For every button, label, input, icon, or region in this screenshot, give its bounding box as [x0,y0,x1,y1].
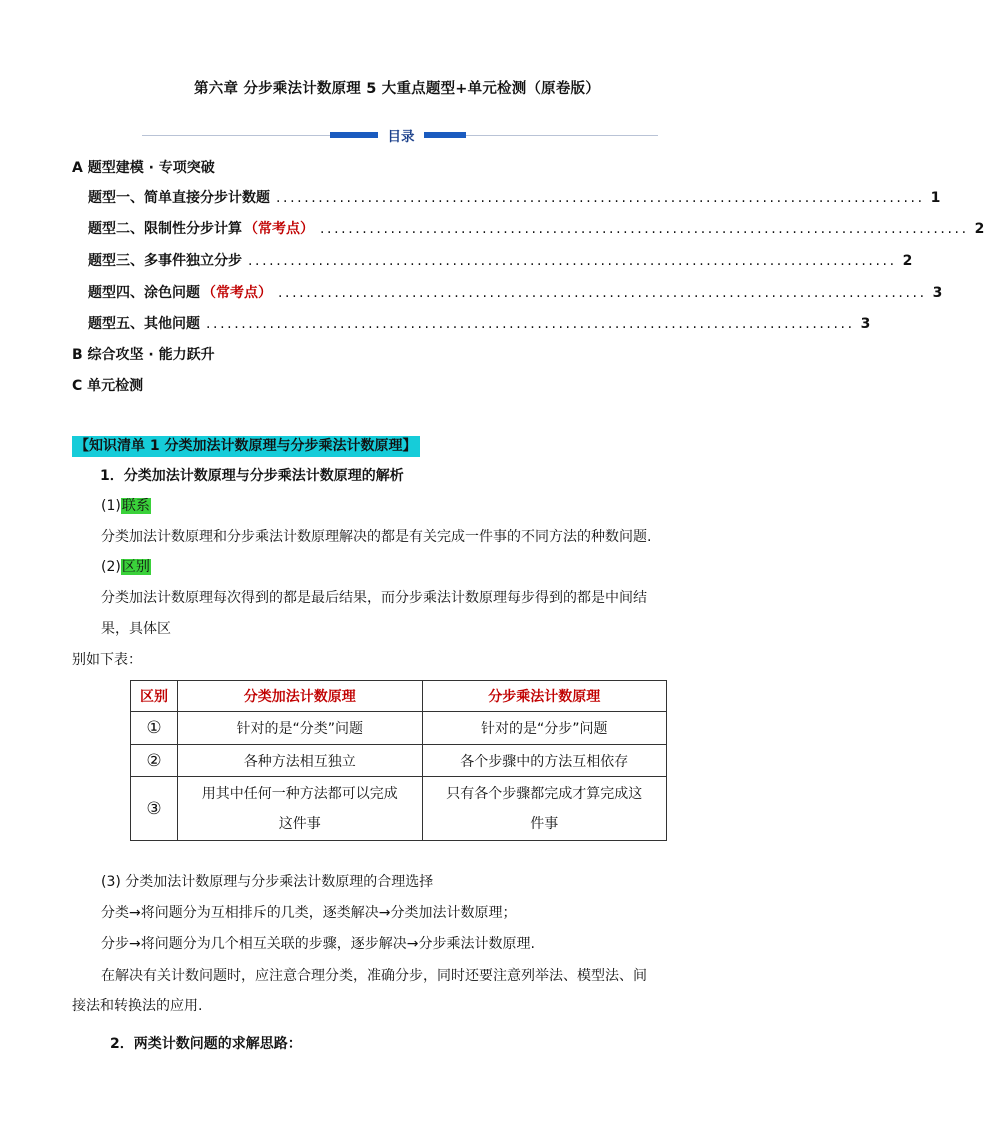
table-header-cell: 分步乘法计数原理 [422,681,667,712]
toc-item-3[interactable] [88,250,913,272]
paragraph-4-line-1: 在解决有关计数问题时，应注意合理分类，准确分步，同时还要注意列举法、模型法、间 [101,968,647,984]
highlight-label-qubie: 区别 [121,559,150,575]
page-title: 第六章 分步乘法计数原理 5 大重点题型+单元检测（原卷版） [194,81,600,97]
toc-section-c[interactable]: C 单元检测 [72,378,144,394]
table-cell-line: 只有各个步骤都完成才算完成这 [446,785,643,802]
section-heading-1: 1．分类加法计数原理与分步乘法计数原理的解析 [100,468,404,484]
toc-section-b[interactable]: B 综合攻坚 · 能力跃升 [72,347,215,363]
comparison-table [130,680,667,841]
table-row [131,712,667,745]
toc-item-1[interactable] [88,187,941,209]
table-cell [178,777,423,841]
toc-item-text: 题型二、限制性分步计算 [88,221,242,237]
table-cell: 针对的是“分类”问题 [178,712,423,745]
toc-item-page: 2 [902,253,913,269]
table-cell: 针对的是“分步”问题 [422,712,667,745]
toc-item-page: 2 [974,221,984,237]
toc-item-page: 3 [860,316,871,332]
paragraph-2-line-1: 分类加法计数原理每次得到的都是最后结果，而分步乘法计数原理每步得到的都是中间结 [101,590,647,606]
table-cell: 各种方法相互独立 [178,745,423,777]
table-header-cell: 区别 [131,681,178,712]
table-cell-line: 件事 [530,815,559,832]
paragraph-1: 分类加法计数原理和分步乘法计数原理解决的都是有关完成一件事的不同方法的种数问题. [101,529,652,545]
paragraph-4-line-2: 接法和转换法的应用. [72,998,203,1014]
table-row [131,777,667,841]
paragraph-2-line-3: 别如下表： [72,652,142,668]
table-cell-line: 用其中任何一种方法都可以完成 [201,785,398,802]
subheading-2-prefix: (2) [101,559,121,575]
toc-item-2[interactable] [88,218,984,240]
toc-leader-dots: ............................................................................................ [276,190,925,206]
section-heading-2: 2．两类计数问题的求解思路： [110,1036,302,1052]
toc-item-text: 题型五、其他问题 [88,316,200,332]
toc-heading: 目录 [378,125,424,145]
subheading-1-prefix: (1) [101,498,121,514]
toc-item-text: 题型四、涂色问题 [88,285,200,301]
paragraph-3-line-1: 分类→将问题分为互相排斥的几类，逐类解决→分类加法计数原理； [101,905,517,921]
toc-leader-dots: ............................................................................................ [278,285,927,301]
table-header-cell: 分类加法计数原理 [178,681,423,712]
toc-item-tag: （常考点） [202,285,272,301]
toc-item-5[interactable] [88,313,871,335]
paragraph-2-line-2: 果，具体区 [101,621,171,637]
highlight-label-lianxi: 联系 [121,498,150,514]
toc-leader-dots: ............................................................................................ [248,253,897,269]
toc-item-tag: （常考点） [244,221,314,237]
table-cell-line: 这件事 [278,815,321,832]
toc-leader-dots: ............................................................................................ [320,221,969,237]
table-cell: 各个步骤中的方法互相依存 [422,745,667,777]
table-cell: ② [131,745,178,777]
subheading-1 [101,496,151,516]
subheading-3: (3) 分类加法计数原理与分步乘法计数原理的合理选择 [101,874,434,890]
knowledge-list-header: 【知识清单 1 分类加法计数原理与分步乘法计数原理】 [72,436,420,457]
toc-item-text: 题型三、多事件独立分步 [88,253,242,269]
paragraph-3-line-2: 分步→将问题分为几个相互关联的步骤，逐步解决→分步乘法计数原理. [101,936,535,952]
table-cell: ① [131,712,178,745]
table-cell [422,777,667,841]
toc-item-page: 3 [932,285,943,301]
subheading-2 [101,557,151,577]
toc-item-page: 1 [930,190,941,206]
toc-leader-dots: ............................................................................................ [206,316,855,332]
toc-item-4[interactable] [88,282,943,304]
toc-item-text: 题型一、简单直接分步计数题 [88,190,270,206]
table-header-row [131,681,667,712]
table-row [131,745,667,777]
toc-section-a[interactable]: A 题型建模 · 专项突破 [72,160,215,176]
table-cell: ③ [131,777,178,841]
